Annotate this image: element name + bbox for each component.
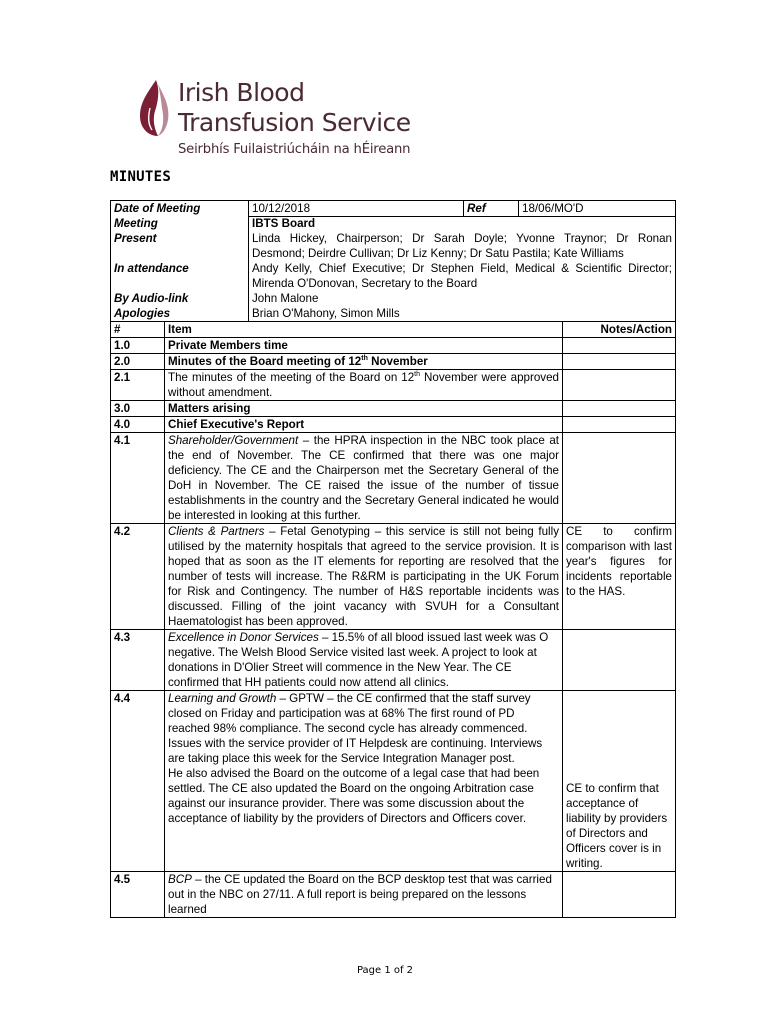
apologies-label: Apologies <box>111 306 249 322</box>
item-lead: Clients & Partners <box>168 525 265 538</box>
meeting-meta-table <box>110 200 676 217</box>
audio-label: By Audio-link <box>111 291 249 306</box>
table-row <box>111 338 676 354</box>
blood-drop-logo-icon <box>134 78 176 140</box>
agenda-header-row <box>111 322 676 338</box>
logo-title-line1: Irish Blood <box>178 78 305 107</box>
apologies-value: Brian O'Mahony, Simon Mills <box>249 306 676 322</box>
logo-title-line2: Transfusion Service <box>178 108 411 137</box>
item-text <box>165 872 563 918</box>
item-lead: Learning and Growth <box>168 692 277 705</box>
item-body-continued: He also advised the Board on the outcome of a legal case that had been settled. The CE also updated the Board on the ongoing Arbitration case against our insurance provider. There was some discussion about the acceptance of liability by the providers of Directors and Officers cover. <box>168 767 540 825</box>
minutes-document <box>110 200 675 918</box>
item-title-tail: November <box>367 355 428 368</box>
item-notes <box>563 630 676 691</box>
item-title-sup: th <box>361 355 368 363</box>
item-number: 4.3 <box>111 630 165 691</box>
item-notes <box>563 691 676 872</box>
item-lead: BCP <box>168 873 192 886</box>
present-value: Linda Hickey, Chairperson; Dr Sarah Doyle; Yvonne Traynor; Dr Ronan Desmond; Deirdre Cullivan; Dr Liz Kenny; Dr Satu Pastila; Kate Williams <box>249 231 676 261</box>
item-body: – the CE updated the Board on the BCP desktop test that was carried out in the NBC on 27/11. A full report is being prepared on the lessons learned <box>168 873 552 916</box>
item-notes <box>563 433 676 524</box>
item-notes <box>563 872 676 918</box>
page-title: MINUTES <box>110 169 172 185</box>
audio-value: John Malone <box>249 291 676 306</box>
item-notes: CE to confirm comparison with last year's figures for incidents reportable to the HAS. <box>563 524 676 630</box>
item-text-sup: th <box>414 371 421 379</box>
logo-irish-name: Seirbhís Fuilaistriúcháin na hÉireann <box>178 142 411 157</box>
item-number: 4.0 <box>111 417 165 433</box>
item-notes <box>563 354 676 370</box>
item-number: 2.1 <box>111 370 165 401</box>
item-number: 4.4 <box>111 691 165 872</box>
item-number: 4.2 <box>111 524 165 630</box>
item-body: – GPTW – the CE confirmed that the staff survey closed on Friday and participation was at 68% The first round of PD reached 98% compliance. The second cycle has already commenced. Issues with the service provider of IT Helpdesk are continuing. Interviews are taking place this week for the Service Integration Manager post. <box>168 692 543 765</box>
meeting-label: Meeting <box>111 216 249 231</box>
item-number: 2.0 <box>111 354 165 370</box>
table-row <box>111 630 676 691</box>
item-title <box>165 354 563 370</box>
date-label: Date of Meeting <box>111 201 249 217</box>
col-header-num: # <box>111 322 165 338</box>
attendance-value: Andy Kelly, Chief Executive; Dr Stephen Field, Medical & Scientific Director; Mirenda O'Donovan, Secretary to the Board <box>249 261 676 291</box>
table-row <box>111 524 676 630</box>
item-title: Matters arising <box>165 401 563 417</box>
item-title-text: Minutes of the Board meeting of 12 <box>168 355 362 368</box>
item-text <box>165 691 563 872</box>
ref-value: 18/06/MO'D <box>519 201 676 217</box>
page-number: Page 1 of 2 <box>356 965 414 976</box>
col-header-item: Item <box>165 322 563 338</box>
table-row <box>111 872 676 918</box>
item-text <box>165 370 563 401</box>
item-number: 3.0 <box>111 401 165 417</box>
table-row <box>111 691 676 872</box>
meeting-details-table <box>110 216 676 322</box>
item-number: 4.1 <box>111 433 165 524</box>
item-lead: Shareholder/Government <box>168 434 299 447</box>
table-row <box>111 354 676 370</box>
item-body: – the HPRA inspection in the NBC took place at the end of November. The CE confirmed that there was one major deficiency. The CE and the Chairperson met the Secretary General of the DoH in November. The CE raised the issue of the number of tissue establishments in the country and the Secretary General indicated he would be interested in looking at this further. <box>168 434 559 522</box>
item-text <box>165 630 563 691</box>
item-body: – Fetal Genotyping – this service is still not being fully utilised by the maternity hospitals that agreed to the service provision. It is hoped that as soon as the IT elements for reporting are resolved that the number of tests will increase. The R&RM is participating in the UK Forum for Risk and Contingency. The number of H&S reportable incidents was discussed. Filling of the joint vacancy with SVUH for a Consultant Haematologist has been approved. <box>168 525 559 628</box>
table-row <box>111 417 676 433</box>
item-text <box>165 433 563 524</box>
item-text-a: The minutes of the meeting of the Board on 12 <box>168 371 415 384</box>
item-lead: Excellence in Donor Services <box>168 631 319 644</box>
table-row <box>111 433 676 524</box>
col-header-notes: Notes/Action <box>563 322 676 338</box>
item-number: 1.0 <box>111 338 165 354</box>
item-note-text: CE to confirm that acceptance of liability by providers of Directors and Officers cover is in writing. <box>566 782 668 870</box>
item-text-b: November were approved without amendment. <box>168 371 559 399</box>
table-row <box>111 401 676 417</box>
table-row <box>111 370 676 401</box>
item-number: 4.5 <box>111 872 165 918</box>
meta-row-date <box>111 201 676 217</box>
date-value: 10/12/2018 <box>249 201 464 217</box>
present-label: Present <box>111 231 249 261</box>
item-body: – 15.5% of all blood issued last week was O negative. The Welsh Blood Service visited last week. A project to look at donations in D'Olier Street will commence in the New Year. The CE confirmed that HH patients could now attend all clinics. <box>168 631 549 689</box>
item-notes <box>563 338 676 354</box>
item-title: Private Members time <box>165 338 563 354</box>
item-notes <box>563 417 676 433</box>
ibts-logo <box>134 78 434 162</box>
item-notes <box>563 370 676 401</box>
item-title: Chief Executive's Report <box>165 417 563 433</box>
agenda-table <box>110 321 676 918</box>
ref-label: Ref <box>464 201 519 217</box>
item-notes <box>563 401 676 417</box>
attendance-label: In attendance <box>111 261 249 291</box>
item-text <box>165 524 563 630</box>
meeting-value: IBTS Board <box>249 216 676 231</box>
